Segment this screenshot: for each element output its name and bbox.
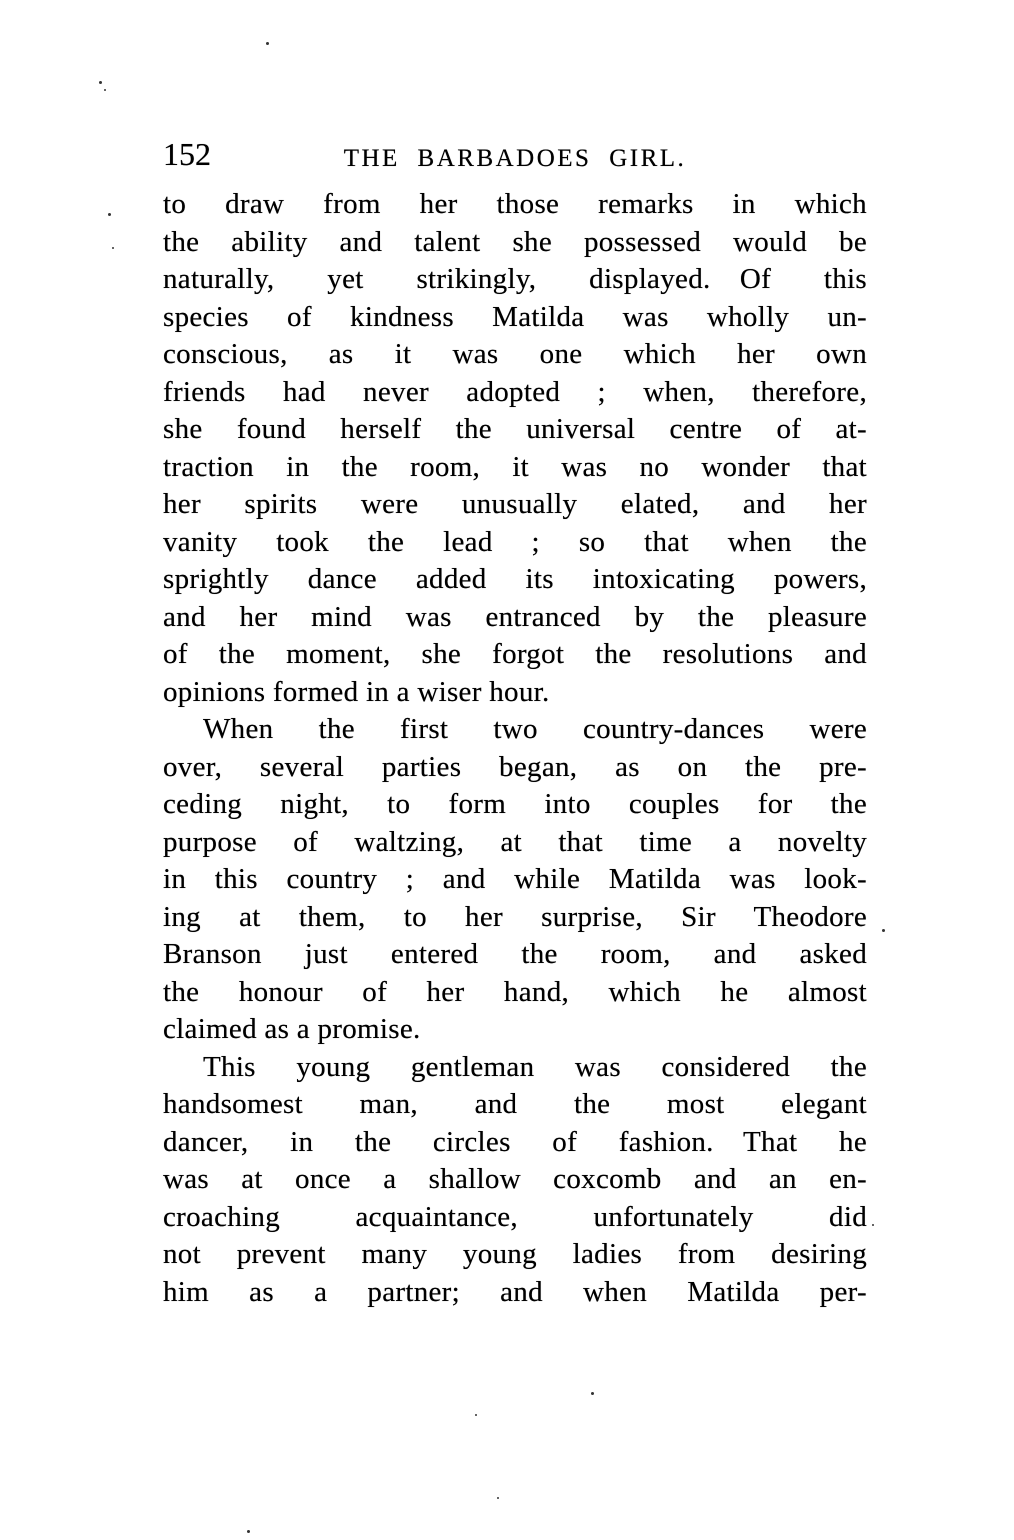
text-line: vanity took the lead ; so that when the <box>163 525 867 558</box>
text-line: him as a partner; and when Matilda per- <box>163 1275 867 1308</box>
text-line: handsomest man, and the most elegant <box>163 1088 867 1120</box>
text-line: the ability and talent she possessed would be <box>163 225 867 258</box>
text-line: naturally, yet strikingly, displayed. Of this <box>163 263 867 295</box>
text-line: traction in the room, it was no wonder that <box>163 450 867 483</box>
text-line: of the moment, she forgot the resolutions and <box>163 638 867 670</box>
text-line: ing at them, to her surprise, Sir Theodore <box>163 900 867 933</box>
page-header <box>163 136 867 176</box>
text-line: to draw from her those remarks in which <box>163 188 867 220</box>
text-line: her spirits were unusually elated, and her <box>163 488 867 520</box>
scan-speck <box>882 929 885 932</box>
text-line: and her mind was entranced by the pleasure <box>163 600 867 633</box>
scan-speck <box>247 1530 250 1533</box>
page-body-text <box>163 186 867 1311</box>
text-line: the honour of her hand, which he almost <box>163 975 867 1008</box>
scan-speck <box>475 1414 477 1416</box>
text-line: conscious, as it was one which her own <box>163 338 867 370</box>
page-number: 152 <box>163 136 211 172</box>
text-line: friends had never adopted ; when, therefore, <box>163 375 867 408</box>
scan-speck <box>99 81 102 84</box>
text-line: dancer, in the circles of fashion. That he <box>163 1125 867 1158</box>
text-line: sprightly dance added its intoxicating powers, <box>163 563 867 595</box>
text-line: This young gentleman was considered the <box>203 1050 867 1083</box>
text-line: opinions formed in a wiser hour. <box>163 675 550 708</box>
scan-speck <box>591 1392 594 1395</box>
text-line: species of kindness Matilda was wholly un- <box>163 300 867 333</box>
text-line: she found herself the universal centre of at- <box>163 413 867 445</box>
text-line: When the first two country-dances were <box>203 713 867 745</box>
scan-speck <box>872 1224 874 1226</box>
text-line: over, several parties began, as on the pre- <box>163 750 867 783</box>
running-head-title: THE BARBADOES GIRL. <box>343 145 687 172</box>
text-line: in this country ; and while Matilda was look- <box>163 863 867 895</box>
text-line: Branson just entered the room, and asked <box>163 938 867 970</box>
scan-speck <box>104 89 106 91</box>
scan-speck <box>266 42 269 45</box>
text-line: croaching acquaintance, unfortunately did <box>163 1200 867 1233</box>
scan-speck <box>112 247 114 249</box>
scan-speck <box>497 1497 499 1499</box>
text-line: not prevent many young ladies from desiring <box>163 1238 867 1270</box>
text-line: ceding night, to form into couples for the <box>163 788 867 820</box>
text-line: purpose of waltzing, at that time a novelty <box>163 825 867 858</box>
scan-speck <box>108 213 111 216</box>
text-line: claimed as a promise. <box>163 1013 421 1045</box>
text-line: was at once a shallow coxcomb and an en- <box>163 1163 867 1195</box>
